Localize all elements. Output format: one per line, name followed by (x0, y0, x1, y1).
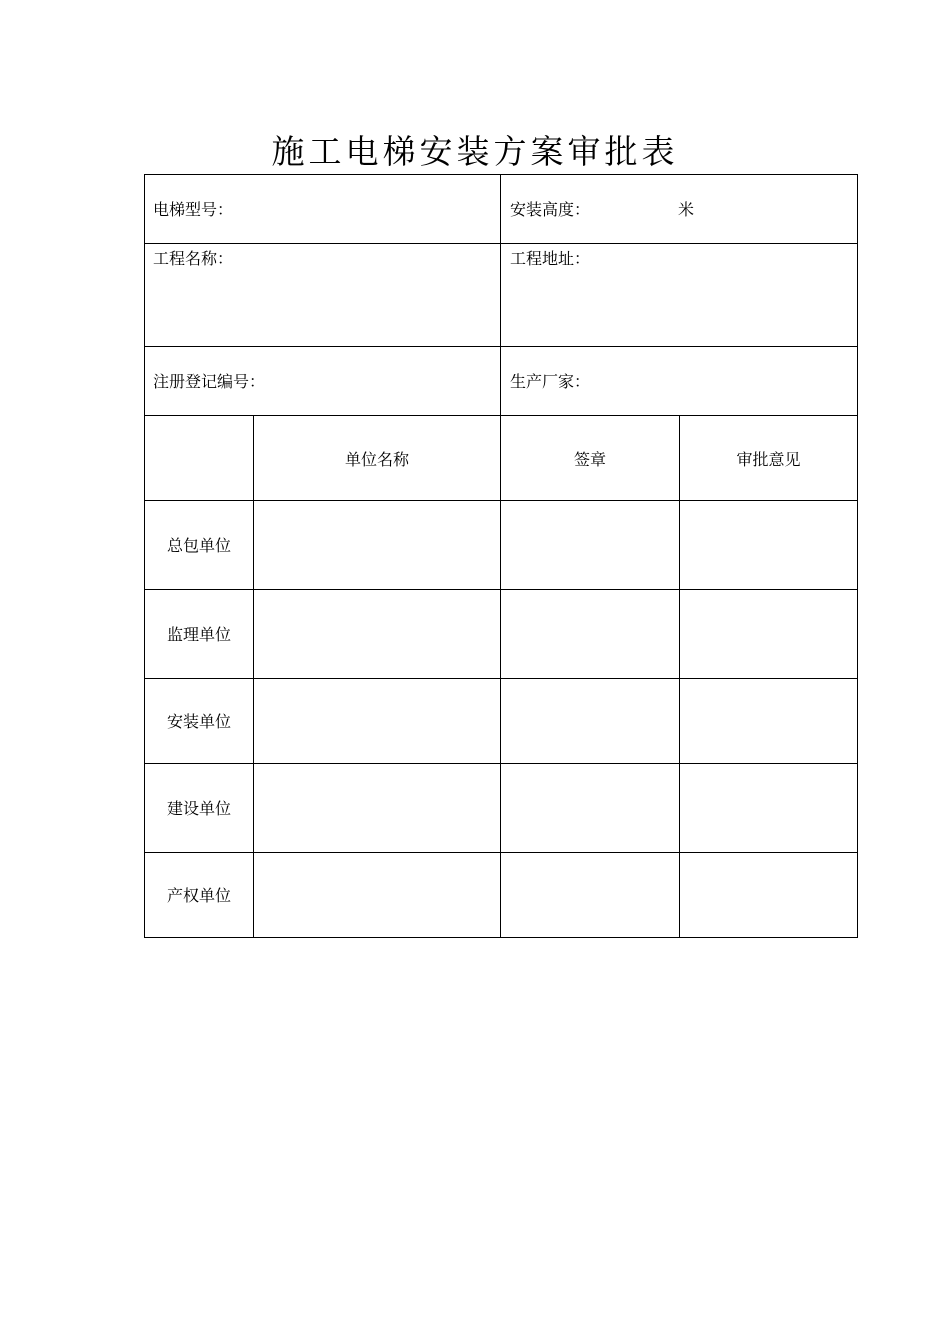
header-approval-opinion: 审批意见 (736, 450, 801, 469)
table-border-top (144, 174, 858, 175)
project-address-label: 工程地址： (510, 249, 591, 268)
elevator-model-label: 电梯型号： (153, 200, 234, 219)
column-divider-unit-label (253, 415, 254, 938)
install-height-unit: 米 (678, 200, 695, 219)
form-title: 施工电梯安装方案审批表 (271, 132, 679, 171)
column-divider-middle (500, 174, 501, 938)
row-label-installer: 安装单位 (166, 712, 231, 731)
header-unit-name: 单位名称 (344, 450, 409, 469)
manufacturer-label: 生产厂家： (510, 372, 591, 391)
row-label-developer: 建设单位 (166, 799, 231, 818)
row-label-property-owner: 产权单位 (166, 886, 231, 905)
table-border-bottom (144, 937, 858, 938)
row-divider (144, 589, 858, 590)
column-divider-signature (679, 415, 680, 938)
registration-no-label: 注册登记编号： (153, 372, 266, 391)
project-name-label: 工程名称： (153, 249, 234, 268)
row-divider (144, 678, 858, 679)
row-label-supervisor: 监理单位 (166, 625, 231, 644)
row-divider (144, 500, 858, 501)
row-divider (144, 763, 858, 764)
row-divider (144, 243, 858, 244)
row-label-general-contractor: 总包单位 (166, 536, 231, 555)
header-signature: 签章 (573, 450, 606, 469)
row-divider (144, 415, 858, 416)
install-height-label: 安装高度： (510, 200, 591, 219)
table-border-left (144, 174, 145, 938)
row-divider (144, 852, 858, 853)
table-border-right (857, 174, 858, 938)
row-divider (144, 346, 858, 347)
